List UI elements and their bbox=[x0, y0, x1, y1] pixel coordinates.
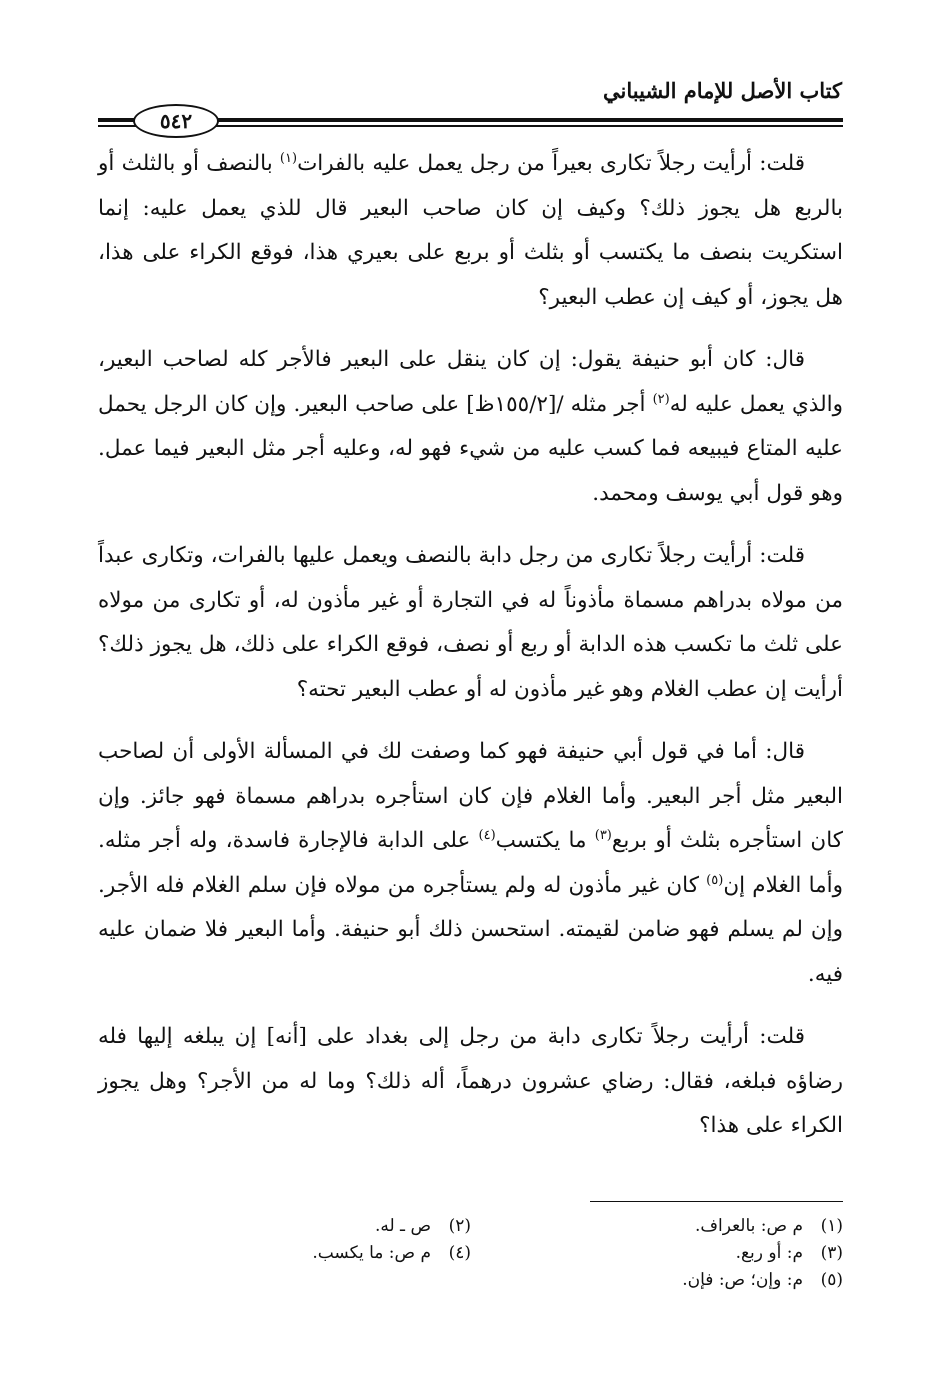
footnote-row bbox=[98, 1267, 843, 1294]
paragraph bbox=[98, 534, 843, 712]
footnote-number: (٥) bbox=[820, 1270, 843, 1290]
footnote-text: ص ـ له. bbox=[374, 1216, 431, 1236]
text-run: قلت: أرأيت رجلاً تكارى دابة من رجل إلى بغداد على [أنه] إن يبلغه إليها فله رضاؤه فبلغه، فقال: رضاي عشرون درهماً، أله ذلك؟ وما له من الأجر؟ وهل يجوز الكراء على هذا؟ bbox=[98, 1024, 843, 1138]
footnote-number: (٢) bbox=[448, 1216, 471, 1236]
paragraph bbox=[98, 142, 843, 320]
footnote-number: (٤) bbox=[448, 1243, 471, 1263]
footnote-ref[interactable]: (٣) bbox=[594, 827, 612, 843]
footnotes bbox=[98, 1213, 843, 1294]
footnote-row bbox=[98, 1213, 843, 1240]
footnote-text: م: وإن؛ ص: فإن. bbox=[682, 1270, 803, 1290]
text-run: أجر مثله /[١٥٥/٢ظ] على صاحب البعير. وإن كان الرجل يحمل عليه المتاع فيبيعه فما كسب عليه من شيء فهو له، وعليه أجر مثل البعير فيما عمل. وهو قول أبي يوسف ومحمد. bbox=[98, 391, 843, 506]
text-run: قلت: أرأيت رجلاً تكارى بعيراً من رجل يعمل عليه بالفرات bbox=[297, 151, 806, 176]
footnote bbox=[471, 1213, 843, 1240]
footnote bbox=[99, 1240, 471, 1267]
page-number: ٥٤٢ bbox=[159, 109, 193, 133]
text-run: كان غير مأذون له ولم يستأجره من مولاه فإن سلم الغلام فله الأجر. وإن لم يسلم فهو ضامن لقيمته. استحسن ذلك أبو حنيفة. وأما البعير فلا ضمان عليه فيه. bbox=[98, 872, 843, 987]
footnote bbox=[99, 1213, 471, 1240]
footnote-text: م: أو ربع. bbox=[735, 1243, 803, 1263]
footnote bbox=[471, 1267, 843, 1294]
paragraph bbox=[98, 1015, 843, 1149]
text-run: بالنصف أو بالثلث أو بالربع هل يجوز ذلك؟ وكيف إن كان صاحب البعير قال للذي يعمل عليه: إنما استكريت بنصف ما يكتسب أو بثلث أو بربع على بعيري هذا، فوقع الكراء على هذا، هل يجوز، أو كيف إن عطب البعير؟ bbox=[98, 151, 843, 310]
text-run: على الدابة فالإجارة فاسدة، وله أجر مثله. وأما الغلام إن bbox=[98, 828, 843, 898]
footnote-text: م ص: ما يكسب. bbox=[312, 1243, 431, 1263]
page-number-badge bbox=[133, 104, 219, 138]
footnote-ref[interactable]: (١) bbox=[279, 150, 298, 166]
paragraph bbox=[98, 338, 843, 516]
footnote-number: (٣) bbox=[820, 1243, 843, 1263]
text-run: قلت: أرأيت رجلاً تكارى من رجل دابة بالنصف ويعمل عليها بالفرات، وتكارى عبداً من مولاه بدراهم مسماة مأذوناً له في التجارة أو غير مأذون له، أو تكارى من مولاه على ثلث ما تكسب هذه الدابة أو ربع أو نصف، فوقع الكراء على ذلك، هل يجوز ذلك؟ أرأيت إن عطب الغلام وهو غير مأذون له أو عطب البعير تحته؟ bbox=[98, 543, 843, 702]
main-text bbox=[98, 142, 843, 1167]
footnote-ref[interactable]: (٥) bbox=[706, 872, 724, 888]
footnote-text: م ص: بالعراف. bbox=[694, 1216, 803, 1236]
footnote-ref[interactable]: (٤) bbox=[478, 827, 496, 843]
paragraph bbox=[98, 730, 843, 997]
footnote bbox=[471, 1240, 843, 1267]
footnote-separator bbox=[590, 1201, 843, 1202]
text-run: ما يكتسب bbox=[495, 828, 595, 853]
text-run: قال: أما في قول أبي حنيفة فهو كما وصفت لك في المسألة الأولى أن لصاحب البعير مثل أجر البعير. وأما الغلام فإن كان استأجره بدراهم مسماة فهو جائز. وإن كان استأجره بثلث أو بربع bbox=[98, 739, 843, 853]
text-run: قال: كان أبو حنيفة يقول: إن كان ينقل على البعير فالأجر كله لصاحب البعير، والذي يعمل عليه له bbox=[98, 347, 843, 417]
footnote-number: (١) bbox=[820, 1216, 843, 1236]
footnote-ref[interactable]: (٢) bbox=[652, 391, 670, 407]
running-title: كتاب الأصل للإمام الشيباني bbox=[603, 78, 842, 103]
footnote-row bbox=[98, 1240, 843, 1267]
